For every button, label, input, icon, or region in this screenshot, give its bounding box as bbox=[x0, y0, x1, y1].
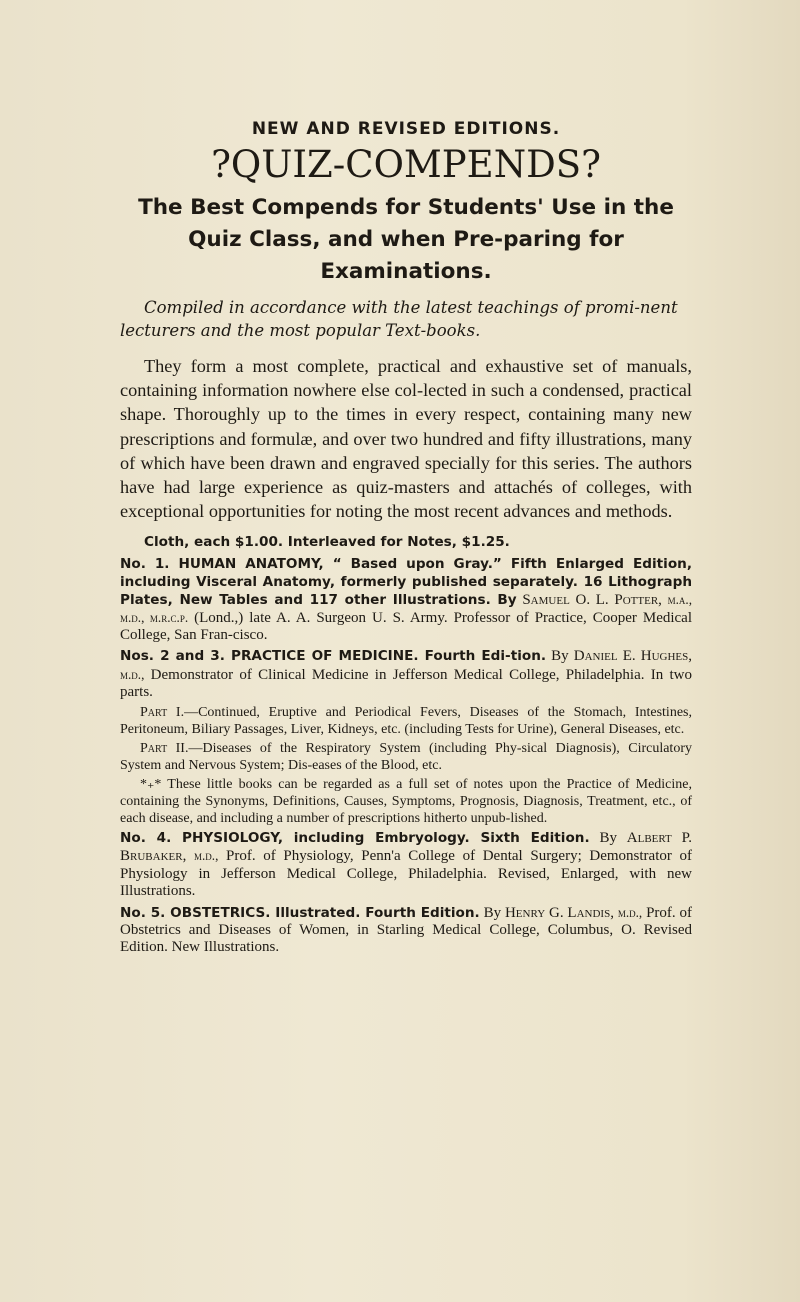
entry-no4-lead: No. 4. PHYSIOLOGY, including Embryology. Sixth Edition. bbox=[120, 830, 590, 847]
entry-no1 bbox=[120, 556, 692, 644]
entry-no2-part2 bbox=[120, 741, 692, 774]
entry-no1-degrees: m.a., m.d., m.r.c.p. bbox=[120, 591, 693, 626]
entry-no4-author: Albert P. Brubaker, bbox=[120, 830, 692, 865]
part1-label: Part I. bbox=[140, 705, 185, 721]
entry-no4-by: By bbox=[599, 830, 617, 847]
part2-text: —Diseases of the Respiratory System (including Phy-sical Diagnosis), Circulatory System and Nervous System; Dis-eases of the Blood, etc. bbox=[120, 741, 692, 773]
entry-no5-author: Henry G. Landis, bbox=[504, 905, 614, 922]
entry-no2-by: By bbox=[551, 648, 569, 665]
entry-no1-lead: No. 1. HUMAN ANATOMY, “ Based upon Gray.” Fifth Enlarged Edition, including Visceral Anatomy, formerly published separately. 16 Lithograph Plates, New Tables and 117 other Illustrations. By bbox=[120, 556, 692, 608]
text-column bbox=[120, 118, 692, 961]
entry-no4-degrees: m.d., bbox=[193, 848, 219, 864]
entry-no4-rest: Prof. of Physiology, Penn'a College of Dental Surgery; Demonstrator of Physiology in Jefferson Medical College, Philadelphia. Revised, Enlarged, with new Illustrations. bbox=[120, 848, 692, 899]
entry-no2-part1 bbox=[120, 705, 692, 738]
part2-label: Part II. bbox=[140, 741, 189, 757]
series-subtitle: The Best Compends for Students' Use in the Quiz Class, and when Pre-paring for Examinations. bbox=[138, 195, 674, 284]
entry-no5-by: By bbox=[483, 905, 502, 922]
compiled-note: Compiled in accordance with the latest teachings of promi-nent lecturers and the most popular Text-books. bbox=[120, 298, 678, 340]
entry-no2-degrees: m.d., bbox=[120, 666, 145, 682]
entry-no5-lead: No. 5. OBSTETRICS. Illustrated. Fourth Edition. bbox=[120, 905, 480, 922]
entry-no2-author: Daniel E. Hughes, bbox=[573, 648, 692, 665]
entry-no2 bbox=[120, 648, 692, 701]
entry-no5 bbox=[120, 904, 692, 957]
entry-no4 bbox=[120, 830, 692, 900]
editions-heading: NEW AND REVISED EDITIONS. bbox=[251, 119, 561, 139]
series-title: ?QUIZ-COMPENDS? bbox=[211, 143, 601, 186]
asterism-icon: *₊* bbox=[140, 777, 162, 793]
entry-no5-rest: Prof. of Obstetrics and Diseases of Women, in Starling Medical College, Columbus, O. Revised Edition. New Illustrations. bbox=[120, 905, 693, 956]
price-line: Cloth, each $1.00. Interleaved for Notes, $1.25. bbox=[144, 534, 510, 551]
part1-text: —Continued, Eruptive and Periodical Fevers, Diseases of the Stomach, Intestines, Peritoneum, Biliary Passages, Liver, Kidneys, etc. (including Tests for Urine), General Diseases, etc. bbox=[120, 705, 692, 737]
intro-paragraph: They form a most complete, practical and exhaustive set of manuals, containing information nowhere else col-lected in such a condensed, practical shape. Thoroughly up to the times in every respect, containing many new prescriptions and formulæ, and over two hundred and fifty illustrations, many of which have been drawn and engraved specially for this series. The authors have had large experience as quiz-masters and attachés of colleges, with exceptional opportunities for noting the most recent advances and methods. bbox=[120, 356, 692, 522]
entry-no1-rest: (Lond.,) late A. A. Surgeon U. S. Army. Professor of Practice, Cooper Medical College, San Fran-cisco. bbox=[120, 610, 693, 644]
entry-no2-lead: Nos. 2 and 3. PRACTICE OF MEDICINE. Fourth Edi-tion. bbox=[120, 648, 547, 665]
entry-no5-degrees: m.d., bbox=[617, 905, 643, 921]
entry-no2-note bbox=[120, 777, 692, 827]
entry-no2-rest: Demonstrator of Clinical Medicine in Jefferson Medical College, Philadelphia. In two parts. bbox=[120, 666, 693, 700]
note-text: These little books can be regarded as a full set of notes upon the Practice of Medicine, containing the Synonyms, Definitions, Causes, Symptoms, Prognosis, Diagnosis, Treatment, etc., of each disease, and including a number of prescriptions hitherto unpub-lished. bbox=[120, 777, 692, 826]
entry-no1-author: Samuel O. L. Potter, bbox=[522, 591, 662, 608]
